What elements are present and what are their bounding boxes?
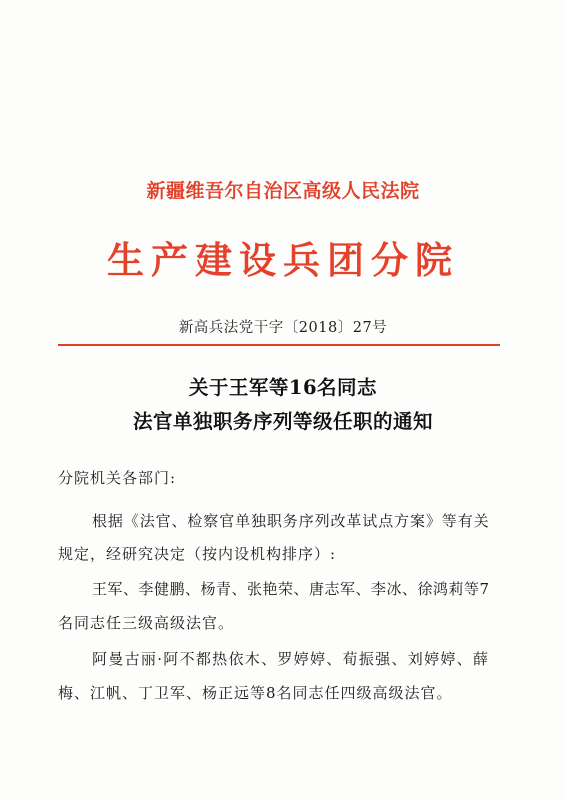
paragraph-1-line2: 规定，经研究决定（按内设机构排序）:: [58, 545, 337, 563]
red-header-divider: [58, 344, 500, 346]
document-title-line2: 法官单独职务序列等级任职的通知: [132, 410, 433, 433]
paragraph-2-line1: 王军、李健鹏、杨青、张艳荣、唐志军、李冰、徐鸿莉等7: [92, 580, 490, 598]
addressee: 分院机关各部门:: [58, 469, 177, 487]
paragraph-1-line1: 根据《法官、检察官单独职务序列改革试点方案》等有关: [92, 512, 490, 530]
issuer-name-line2: 生产建设兵团分院: [107, 239, 459, 282]
paragraph-2-line2: 名同志任三级高级法官。: [58, 614, 235, 632]
paragraph-3-line2: 梅、江帆、丁卫军、杨正远等8名同志任四级高级法官。: [58, 684, 453, 702]
document-number: 新高兵法党干字〔2018〕27号: [178, 320, 388, 336]
document-title-line1: 关于王军等16名同志: [188, 376, 378, 399]
paragraph-3-line1: 阿曼古丽·阿不都热依木、罗婷婷、荀振强、刘婷婷、薛: [92, 650, 490, 668]
issuer-name-line1: 新疆维吾尔自治区高级人民法院: [146, 180, 420, 202]
